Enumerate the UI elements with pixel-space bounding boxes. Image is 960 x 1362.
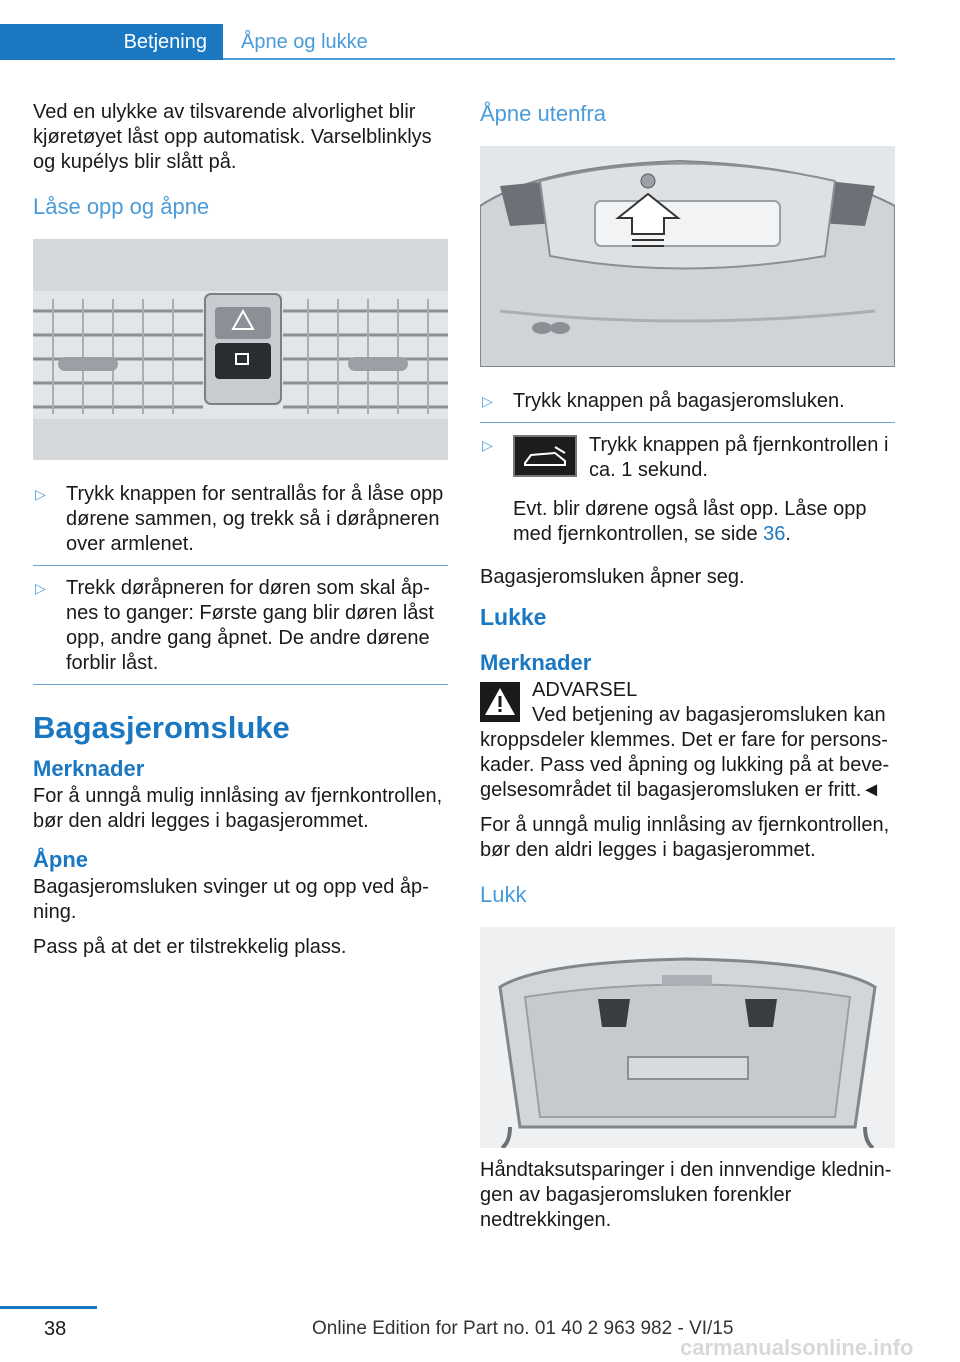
car-rear-illustration [480,146,895,367]
trunk-button-illustration [480,146,895,367]
right-column [480,100,895,1243]
close-paragraph: Håndtaksutsparinger i den innvendige kledningen av bagasjeromsluken forenkler nedtrekkingen. [480,1159,892,1231]
list-item [480,423,895,491]
triangle-bullet-icon: ▷ [482,393,493,409]
close-chapter-heading: Lukke [480,604,547,630]
list-item-text: Trykk knappen for sentrallås for å låse opp dørene sammen, og trekk så i døråpneren over armlenet. [66,483,444,555]
open-heading: Åpne [33,847,88,872]
chapter-title: Bagasjeromsluke [33,710,290,745]
outside-result: Bagasjeromsluken åpner seg. [480,566,745,588]
close-notes-heading: Merknader [480,650,592,675]
notes-paragraph: For å unngå mulig innlåsing av fjernkontrollen, bør den aldri legges i bagasjerommet. [33,785,443,832]
list-item-text: Trykk knappen på bagasjeromsluken. [513,390,845,412]
remote-note [480,497,895,547]
unlock-steps-list [33,468,448,685]
page-link[interactable]: 36 [763,523,786,545]
warning-title: ADVARSEL [532,679,638,701]
list-item [33,566,448,685]
header-rule [223,58,895,60]
list-item-text: Trekk døråpneren for døren som skal åpnes to ganger: Første gang blir døren låst opp, andre gang åpnet. De andre dørene forblir låst. [66,577,434,674]
trunk-remote-button-icon [513,435,577,477]
remote-note-end: . [785,523,791,545]
outside-heading: Åpne utenfra [480,101,606,126]
footer-rule [0,1306,97,1309]
watermark: carmanualsonline.info [680,1335,914,1360]
remote-note-text: Evt. blir dørene også låst opp. Låse opp med fjernkontrollen, se side [513,498,867,545]
warning-icon [480,682,520,722]
chapter-tab[interactable]: Betjening [0,24,223,60]
trunk-lid-illustration [480,927,895,1148]
close-note: For å unngå mulig innlåsing av fjernkontrollen, bør den aldri legges i bagasjerommet. [480,814,890,861]
intro-paragraph: Ved en ulykke av tilsvarende alvorlighet blir kjøretøyet låst opp automatisk. Varselblinklys og kupélys blir slått på. [33,101,432,173]
list-item [33,468,448,566]
warning-text: Ved betjening av bagasjeromsluken kan kroppsdeler klemmes. Det er fare for personskader. Pass ved åpning og lukking på at bevegelsesområdet til bagasjeromsluken er fritt.◄ [480,704,890,801]
notes-heading: Merknader [33,756,145,781]
air-vent-illustration [33,239,448,460]
page-number: 38 [44,1318,67,1340]
trunk-interior-illustration [480,927,895,1148]
list-item [480,375,895,423]
open-paragraph-2: Pass på at det er tilstrekkelig plass. [33,936,347,958]
unlock-heading: Låse opp og åpne [33,194,210,219]
triangle-bullet-icon: ▷ [35,580,46,596]
open-paragraph-1: Bagasjeromsluken svinger ut og opp ved åpning. [33,876,429,923]
warning-block [480,678,895,803]
list-item-text: Trykk knappen på fjernkontrollen i ca. 1 sekund. [589,434,889,481]
page-header [0,24,895,62]
outside-steps-list [480,375,895,547]
left-column [33,100,448,970]
section-tab[interactable]: Åpne og lukke [241,31,368,53]
triangle-bullet-icon: ▷ [482,437,493,453]
close-heading: Lukk [480,882,527,907]
central-lock-button-illustration [33,239,448,460]
edition-text: Online Edition for Part no. 01 40 2 963 982 - VI/15 [312,1318,734,1339]
triangle-bullet-icon: ▷ [35,486,46,502]
